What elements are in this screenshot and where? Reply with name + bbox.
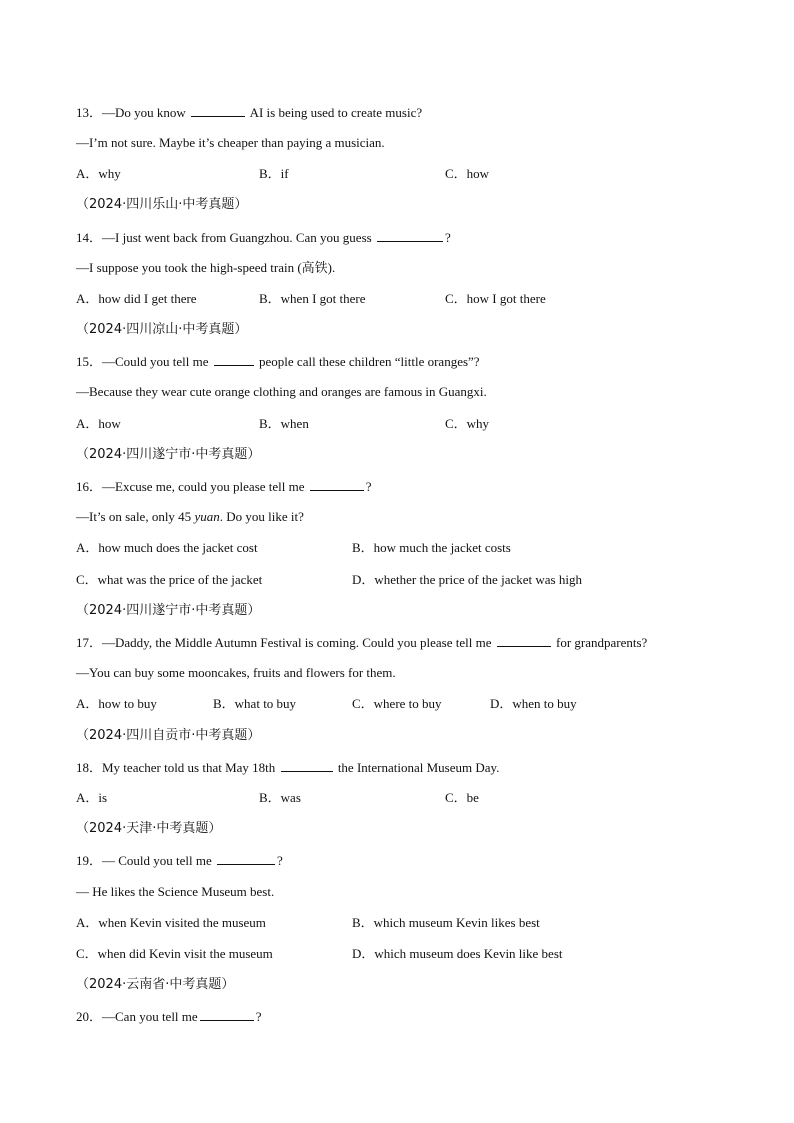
option-b: B．what to buy bbox=[213, 696, 297, 711]
question-14-reply: —I suppose you took the high-speed train (高铁). bbox=[76, 260, 336, 275]
answer-blank bbox=[191, 104, 245, 117]
option-b: B．was bbox=[259, 790, 301, 805]
question-source: （2024·天津·中考真题） bbox=[76, 821, 222, 836]
question-19-stem: 19．— Could you tell me ? bbox=[76, 853, 283, 868]
question-source: （2024·云南省·中考真题） bbox=[76, 977, 235, 992]
question-source: （2024·四川遂宁市·中考真题） bbox=[76, 447, 261, 462]
question-14-stem: 14．—I just went back from Guangzhou. Can you guess ? bbox=[76, 230, 451, 245]
option-a: A．why bbox=[76, 166, 121, 181]
option-d: D．which museum does Kevin like best bbox=[352, 946, 563, 961]
option-d: D．whether the price of the jacket was high bbox=[352, 572, 582, 587]
option-b: B．when bbox=[259, 416, 309, 431]
option-a: A．how bbox=[76, 416, 121, 431]
option-c: C．how I got there bbox=[445, 291, 546, 306]
option-b: B．how much the jacket costs bbox=[352, 540, 511, 555]
option-c: C．be bbox=[445, 790, 479, 805]
question-source: （2024·四川遂宁市·中考真题） bbox=[76, 603, 261, 618]
question-16-reply: —It’s on sale, only 45 yuan. Do you like it? bbox=[76, 509, 304, 524]
option-c: C．why bbox=[445, 416, 490, 431]
option-b: B．which museum Kevin likes best bbox=[352, 915, 540, 930]
answer-blank bbox=[281, 759, 333, 772]
question-15-reply: —Because they wear cute orange clothing and oranges are famous in Guangxi. bbox=[76, 384, 487, 399]
option-c: C．how bbox=[445, 166, 490, 181]
option-c: C．where to buy bbox=[352, 696, 442, 711]
answer-blank bbox=[377, 229, 443, 242]
option-a: A．how did I get there bbox=[76, 291, 197, 306]
question-20-stem: 20．—Can you tell me ? bbox=[76, 1009, 262, 1024]
question-source: （2024·四川自贡市·中考真题） bbox=[76, 728, 261, 743]
question-19-reply: — He likes the Science Museum best. bbox=[76, 884, 275, 899]
answer-blank bbox=[214, 353, 254, 366]
option-a: A．how much does the jacket cost bbox=[76, 540, 258, 555]
option-b: B．when I got there bbox=[259, 291, 366, 306]
question-17-stem: 17．—Daddy, the Middle Autumn Festival is coming. Could you please tell me for grandparents? bbox=[76, 635, 648, 650]
question-13-stem: 13．—Do you know AI is being used to create music? bbox=[76, 105, 423, 120]
option-a: A．how to buy bbox=[76, 696, 157, 711]
question-17-reply: —You can buy some mooncakes, fruits and flowers for them. bbox=[76, 665, 396, 680]
question-16-stem: 16．—Excuse me, could you please tell me ? bbox=[76, 479, 372, 494]
answer-blank bbox=[497, 634, 551, 647]
option-c: C．what was the price of the jacket bbox=[76, 572, 263, 587]
option-c: C．when did Kevin visit the museum bbox=[76, 946, 273, 961]
answer-blank bbox=[217, 852, 275, 865]
answer-blank bbox=[310, 478, 364, 491]
option-a: A．is bbox=[76, 790, 108, 805]
option-b: B．if bbox=[259, 166, 289, 181]
answer-blank bbox=[200, 1008, 254, 1021]
option-d: D．when to buy bbox=[490, 696, 577, 711]
option-a: A．when Kevin visited the museum bbox=[76, 915, 266, 930]
question-18-stem: 18．My teacher told us that May 18th the International Museum Day. bbox=[76, 760, 500, 775]
question-source: （2024·四川凉山·中考真题） bbox=[76, 322, 248, 337]
question-source: （2024·四川乐山·中考真题） bbox=[76, 197, 248, 212]
question-13-reply: —I’m not sure. Maybe it’s cheaper than paying a musician. bbox=[76, 135, 385, 150]
question-15-stem: 15．—Could you tell me people call these children “little oranges”? bbox=[76, 354, 480, 369]
